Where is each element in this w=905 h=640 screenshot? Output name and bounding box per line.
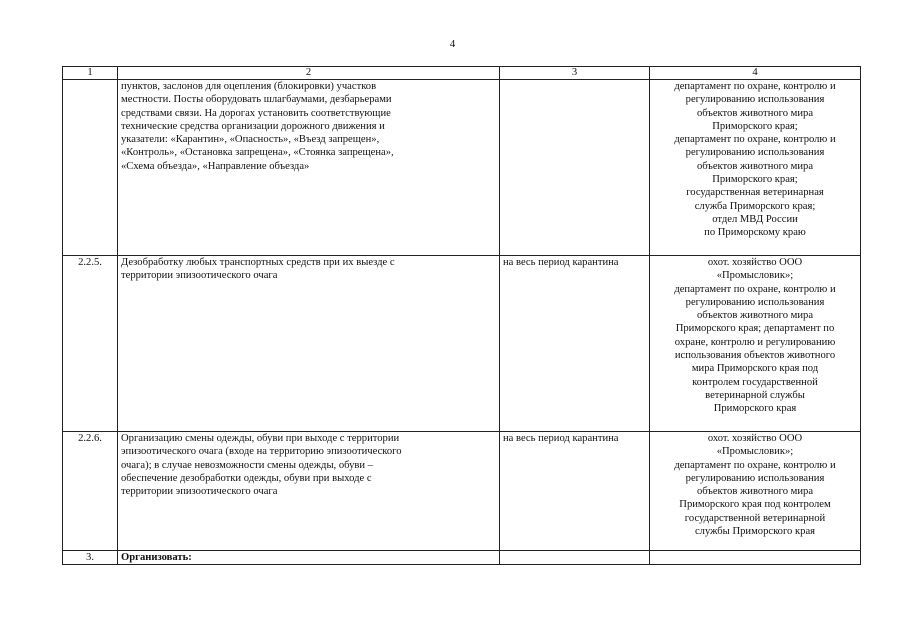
row-number: 2.2.5. bbox=[63, 256, 118, 432]
responsible-cell bbox=[650, 551, 861, 565]
period-cell bbox=[500, 80, 650, 256]
action-cell: Организацию смены одежды, обуви при выходе с территории эпизоотического очага (входе на территорию эпизоотического очага); в случае невозможности смены одежды, обуви – обеспечение дезобработки одежды, обуви при выходе с территории эпизоотического очага bbox=[118, 432, 500, 551]
header-col-2: 2 bbox=[118, 67, 500, 80]
row-number: 3. bbox=[63, 551, 118, 565]
table-row bbox=[63, 80, 861, 256]
header-col-1: 1 bbox=[63, 67, 118, 80]
measures-table bbox=[62, 66, 861, 565]
page-number: 4 bbox=[449, 38, 456, 50]
period-cell: на весь период карантина bbox=[500, 256, 650, 432]
table-row bbox=[63, 551, 861, 565]
responsible-cell: департамент по охране, контролю и регулированию использования объектов животного мира Приморского края; департамент по охране, контролю и регулированию использования объектов животного мира Приморского края; государственная ветеринарная служба Приморского края; отдел МВД России по Приморскому краю bbox=[650, 80, 861, 256]
action-cell: Дезобработку любых транспортных средств при их выезде с территории эпизоотического очага bbox=[118, 256, 500, 432]
responsible-cell: охот. хозяйство ООО «Промысловик»; департамент по охране, контролю и регулированию использования объектов животного мира Приморского края под контролем государственной ветеринарной службы Приморского края bbox=[650, 432, 861, 551]
table-row bbox=[63, 256, 861, 432]
row-number: 2.2.6. bbox=[63, 432, 118, 551]
action-cell: Организовать: bbox=[118, 551, 500, 565]
action-cell: пунктов, заслонов для оцепления (блокировки) участков местности. Посты оборудовать шлагбаумами, дезбарьерами средствами связи. На дорогах установить соответствующие технические средства организации дорожного движения и указатели: «Карантин», «Опасность», «Въезд запрещен», «Контроль», «Остановка запрещена», «Стоянка запрещена», «Схема объезда», «Направление объезда» bbox=[118, 80, 500, 256]
period-cell bbox=[500, 551, 650, 565]
table-row bbox=[63, 432, 861, 551]
header-col-4: 4 bbox=[650, 67, 861, 80]
row-number bbox=[63, 80, 118, 256]
responsible-cell: охот. хозяйство ООО «Промысловик»; департамент по охране, контролю и регулированию использования объектов животного мира Приморского края; департамент по охране, контролю и регулированию использования объектов животного мира Приморского края под контролем государственной ветеринарной службы Приморского края bbox=[650, 256, 861, 432]
period-cell: на весь период карантина bbox=[500, 432, 650, 551]
header-col-3: 3 bbox=[500, 67, 650, 80]
table-header-row bbox=[63, 67, 861, 80]
